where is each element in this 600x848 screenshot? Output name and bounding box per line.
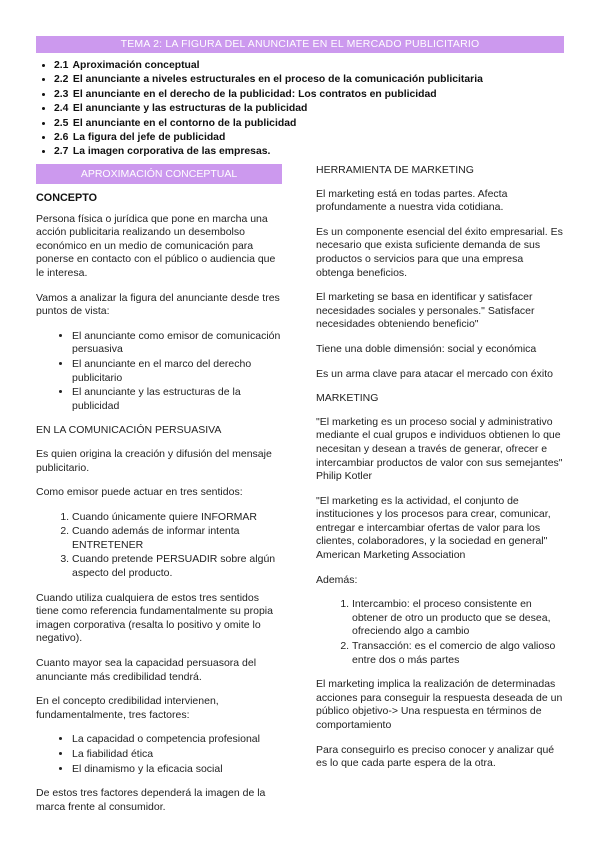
title-banner: TEMA 2: LA FIGURA DEL ANUNCIATE EN EL MERCADO PUBLICITARIO [36,36,564,53]
list-item: 1. Intercambio: el proceso consistente en obtener de otro un producto que se desea, ofreciendo algo a cambio [352,598,564,639]
list-item: • El dinamismo y la eficacia social [72,763,282,777]
right-column [316,164,564,782]
toc-item [54,102,574,115]
subheading: MARKETING [316,392,379,405]
toc-number: 2.7 [54,146,69,158]
paragraph: Es un componente esencial del éxito empresarial. Es necesario que exista suficiente demanda de sus productos o servicios para que una empresa obtenga beneficios. [316,225,563,279]
section-banner: APROXIMACIÓN CONCEPTUAL [36,164,282,184]
paragraph: Es quien origina la creación y difusión del mensaje publicitario. [36,447,272,474]
toc-item [54,117,574,130]
subheading: HERRAMIENTA DE MARKETING [316,164,474,176]
paragraph: El marketing implica la realización de determinadas acciones para conseguir la respuesta deseada de un público objetivo-> Una respuesta en términos de comportamiento [316,678,563,731]
paragraph: Cuanto mayor sea la capacidad persuasora del anunciante más credibilidad tendrá. [36,657,257,683]
list-item: • La fiabilidad ética [72,748,282,762]
toc-number: 2.2 [54,74,69,86]
numbered-list [36,511,282,581]
toc-text: El anunciante y las estructuras de la publicidad [72,103,308,115]
toc-text: El anunciante en el derecho de la publicidad: Los contratos en publicidad [72,88,437,100]
toc-text: El anunciante a niveles estructurales en el proceso de la comunicación publicitaria [72,74,483,86]
toc-text: La figura del jefe de publicidad [72,132,226,144]
list-item: 2. Cuando además de informar intenta ENTRETENER [72,525,282,552]
list-item: • El anunciante en el marco del derecho publicitario [72,358,282,385]
toc-item [54,73,574,86]
toc-number: 2.6 [54,132,69,144]
toc-item [54,59,574,72]
paragraph: De estos tres factores dependerá la imagen de la marca frente al consumidor. [36,787,266,813]
paragraph: Además: [316,573,358,586]
list-item: • El anunciante como emisor de comunicación persuasiva [72,330,282,357]
paragraph: Persona física o jurídica que pone en marcha una acción publicitaria realizando un desembolso económico en un medio de comunicación para ponerse en contacto con el público o audiencia que le interesa. [36,212,276,279]
paragraph: "El marketing es la actividad, el conjunto de instituciones y los procesos para crear, comunicar, entregar e intercambiar ofertas de valor para los clientes, colaboradores, y la sociedad en general" American Marketing Association [316,494,551,562]
toc-text: La imagen corporativa de las empresas. [72,146,271,158]
toc-number: 2.4 [54,103,69,115]
numbered-list [316,598,564,667]
toc-text: El anunciante en el contorno de la publicidad [72,117,297,129]
paragraph: Vamos a analizar la figura del anunciante desde tres puntos de vista: [36,291,280,318]
paragraph: Es un arma clave para atacar el mercado con éxito [316,367,553,380]
toc-number: 2.1 [54,60,69,71]
list-item: • El anunciante y las estructuras de la publicidad [72,386,282,413]
toc-item [54,88,574,101]
paragraph: En el concepto credibilidad intervienen, fundamentalmente, tres factores: [36,695,219,721]
bullet-list [36,330,282,414]
toc-item [54,145,574,158]
paragraph: Cuando utiliza cualquiera de estos tres sentidos tiene como referencia fundamentalmente su propia imagen corporativa (resalta lo positivo y omite lo negativo). [36,591,273,645]
toc-number: 2.5 [54,117,69,129]
paragraph: El marketing está en todas partes. Afecta profundamente a nuestra vida cotidiana. [316,187,508,214]
toc-number: 2.3 [54,88,69,100]
bullet-list [36,733,282,776]
toc-item [54,131,574,144]
paragraph: El marketing se basa en identificar y satisfacer necesidades sociales y personales." Satisfacer necesidades obteniendo beneficio" [316,291,535,331]
paragraph: "El marketing es un proceso social y administrativo mediante el cual grupos e individuos obtienen lo que necesitan y desean a través de generar, ofrecer e intercambiar productos de valor con sus semejantes" Philip Kotler [316,415,563,483]
list-item: 2. Transacción: es el comercio de algo valioso entre dos o más partes [352,640,564,667]
paragraph: Como emisor puede actuar en tres sentidos: [36,486,243,499]
table-of-contents [54,59,574,160]
left-column [36,164,282,825]
list-item: • La capacidad o competencia profesional [72,733,282,747]
paragraph: Para conseguirlo es preciso conocer y analizar qué es lo que cada parte espera de la otra. [316,743,555,770]
subheading: EN LA COMUNICACIÓN PERSUASIVA [36,424,222,437]
list-item: 1. Cuando únicamente quiere INFORMAR [72,511,282,525]
list-item: 3. Cuando pretende PERSUADIR sobre algún aspecto del producto. [72,553,282,580]
toc-text: Aproximación conceptual [72,60,200,71]
paragraph: Tiene una doble dimensión: social y económica [316,342,537,355]
section-heading: CONCEPTO [36,192,97,204]
